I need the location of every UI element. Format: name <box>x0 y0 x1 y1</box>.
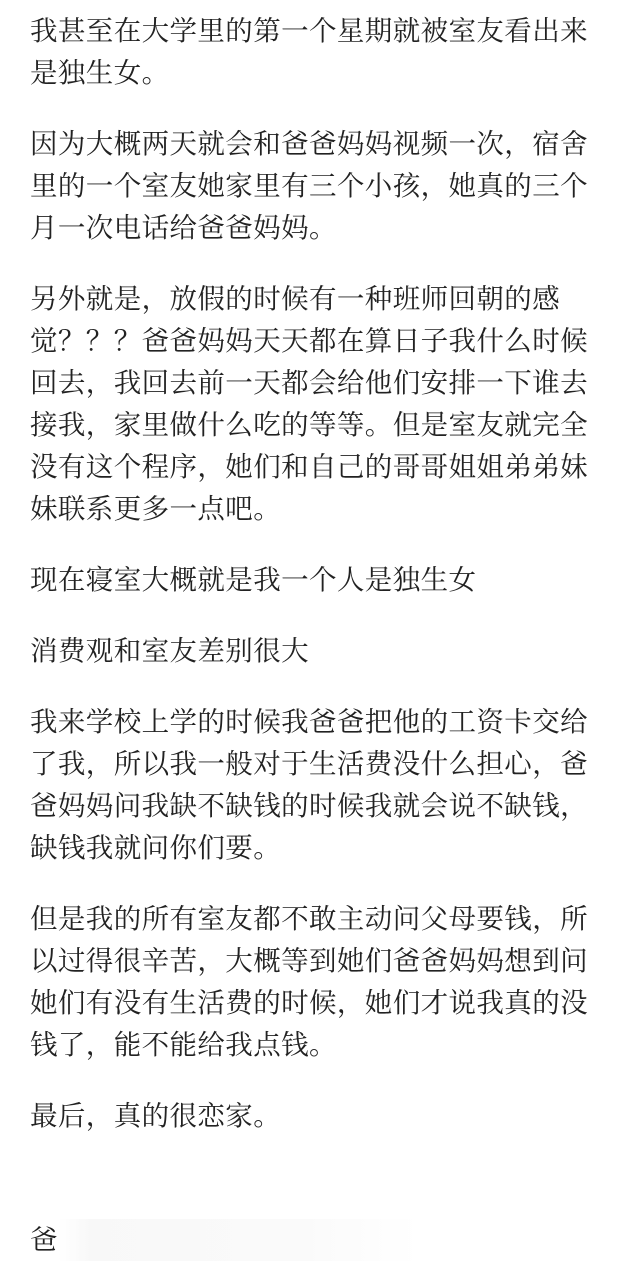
truncated-last-line <box>30 1219 460 1261</box>
paragraph-1: 我甚至在大学里的第一个星期就被室友看出来是独生女。 <box>30 15 588 89</box>
paragraph-8: 最后，真的很恋家。 <box>30 1100 282 1132</box>
paragraph-7: 但是我的所有室友都不敢主动问父母要钱，所以过得很辛苦，大概等到她们爸爸妈妈想到问她们有没有生活费的时候，她们才说我真的没钱了，能不能给我点钱。 <box>30 903 588 1061</box>
truncated-line-text: 爸 <box>30 1224 58 1256</box>
paragraph-4: 现在寝室大概就是我一个人是独生女 <box>30 564 477 596</box>
paragraph-2: 因为大概两天就会和爸爸妈妈视频一次，宿舍里的一个室友她家里有三个小孩，她真的三个月一次电话给爸爸妈妈。 <box>30 128 588 244</box>
paragraph-3: 另外就是，放假的时候有一种班师回朝的感觉？？？爸爸妈妈天天都在算日子我什么时候回去，我回去前一天都会给他们安排一下谁去接我，家里做什么吃的等等。但是室友就完全没有这个程序，她们和自己的哥哥姐姐弟弟妹妹联系更多一点吧。 <box>30 283 588 525</box>
truncation-fade-overlay <box>58 1219 460 1261</box>
paragraph-6: 我来学校上学的时候我爸爸把他的工资卡交给了我，所以我一般对于生活费没什么担心，爸爸妈妈问我缺不缺钱的时候我就会说不缺钱，缺钱我就问你们要。 <box>30 706 588 864</box>
paragraph-5: 消费观和室友差别很大 <box>30 635 309 667</box>
